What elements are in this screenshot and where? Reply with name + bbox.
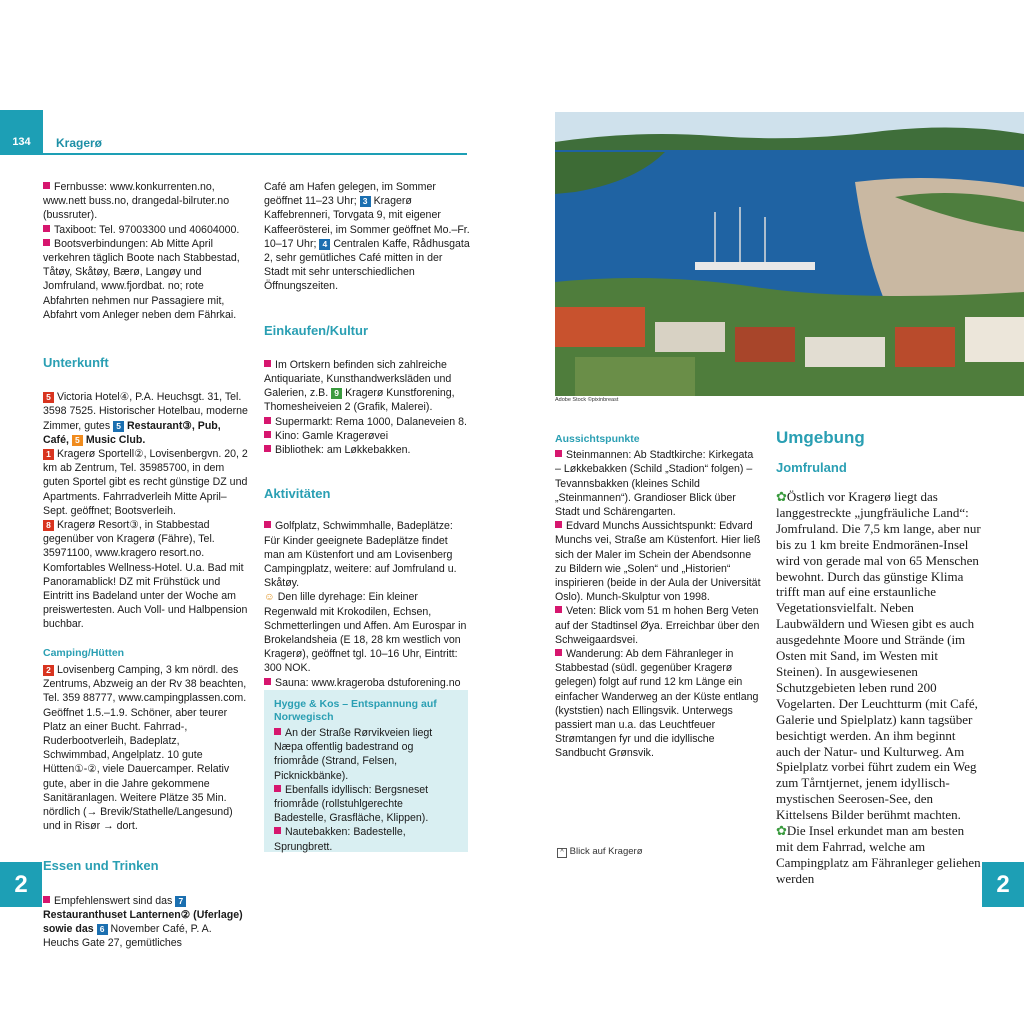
- heading-aktivitaeten: Aktivitäten: [264, 486, 331, 502]
- entry-essen: Empfehlenswert sind das 7 Restauranthuset Lanternen② (Uferlage) sowie das 6 November Café, P. A. Heuchs Gate 27, gemütliches: [43, 894, 243, 950]
- entry-veten: Veten: Blick vom 51 m hohen Berg Veten auf der Stadtinsel Øya. Erreichbar über den Schweigaardsvei.: [555, 605, 760, 646]
- left-column-2: [264, 180, 470, 690]
- page-tab-bar: [0, 110, 43, 130]
- child-icon: ☺: [264, 591, 275, 604]
- page-number: 134: [0, 130, 43, 155]
- entry-kino: Kino: Gamle Kragerøvei: [264, 429, 470, 443]
- bullet-icon: [43, 225, 50, 232]
- bullet-icon: [555, 450, 562, 457]
- entry-dyrehage: ☺ Den lille dyrehage: Ein kleiner Regenwald mit Krokodilen, Echsen, Schmetterlingen und Affen. Am Eurospar in Brokelandsheia (E 18, 28 km westlich von Kragerø), geöffnet tgl. 10–16 Uhr, Eintritt: 300 NOK.: [264, 591, 467, 675]
- bullet-icon: [264, 417, 271, 424]
- entry-resort: 8 Kragerø Resort③, in Stabbestad gegenüber von Kragerø (Fähre), Tel. 35971100, www.kragero resort.no. Komfortables Wellness-Hotel. U.a. Bad mit Panoramablick! DZ mit Frühstück und Eintritt ins Badeland unter der Woche am preiswertesten. Auch Voll- und Halbpension buchbar.: [43, 519, 248, 631]
- bullet-icon: [43, 182, 50, 189]
- bullet-icon: [264, 445, 271, 452]
- entry-sauna: Sauna: www.krageroba dstuforening.no: [264, 676, 470, 690]
- box-entry-naepa: An der Straße Rørvikveien liegt Næpa offentlig badestrand og friområde (Strand, Felsen, Picknickbänke).: [274, 727, 433, 782]
- heading-jomfruland: Jomfruland: [776, 460, 847, 475]
- entry-victoria: 5 Victoria Hotel④, P.A. Heuchsgt. 31, Tel. 3598 7525. Historischer Hotelbau, moderne Zimmer, gutes 5 Restaurant③, Pub, Café, 5 Music Club.: [43, 391, 248, 446]
- bullet-icon: [264, 678, 271, 685]
- entry-wanderung: Wanderung: Ab dem Fähranleger in Stabbestad (südl. gegenüber Kragerø gelegen) folgt auf rund 12 km Länge ein einfacher Wanderweg an der Küste entlang (kyststien) nach Ellingsvik. Unterwegs passiert man u.a. das Leuchtfeuer Strømtangen fyr und die idyllische Sandbucht Grønsvik.: [555, 648, 759, 760]
- box-entry-bergsneset: Ebenfalls idyllisch: Bergsneset friområde (rollstuhlgerechte Badestelle, Grasfläche, Klippen).: [274, 783, 429, 825]
- heading-camping: Camping/Hütten: [43, 646, 125, 659]
- heading-essen: Essen und Trinken: [43, 858, 159, 874]
- entry-bibliothek: Bibliothek: am Løkkebakken.: [264, 443, 470, 457]
- entry-antiquariate: Im Ortskern befinden sich zahlreiche Antiquariate, Kunsthandwerksläden und Galerien, z.B. 9 Kragerø Kunstforening, Thomesheiveien 2 (Grafik, Malerei).: [264, 358, 455, 414]
- arrow-up-icon: ^: [557, 848, 567, 858]
- info-box-hygge: [264, 690, 468, 852]
- heading-aussicht: Aussichtspunkte: [555, 433, 640, 445]
- harbor-illustration: [555, 112, 1024, 396]
- bullet-icon: [264, 431, 271, 438]
- photo-caption: ^ Blick auf Kragerø: [557, 846, 643, 858]
- right-column-2: [776, 428, 982, 887]
- photo-credit: Adobe Stock ©pixinbreast: [555, 397, 619, 403]
- leaf-icon: ✿: [776, 489, 787, 504]
- box-entry-nautebakken: Nautebakken: Badestelle, Sprungbrett.: [274, 826, 406, 853]
- entry-munch: Edvard Munchs Aussichtspunkt: Edvard Munchs vei, Straße am Küstenfort. Hier ließ sich der Maler im Schein der Abendsonne zu Bildern wie „Solen“ und „Historien“ inspirieren (beide in der Aula der Universität Oslo). Munch-Skulptur von 1998.: [555, 520, 761, 604]
- bullet-icon: [274, 827, 281, 834]
- entry-supermarkt: Supermarkt: Rema 1000, Dalaneveien 8.: [264, 415, 470, 429]
- running-title: Kragerø: [56, 136, 103, 150]
- bullet-icon: [43, 896, 50, 903]
- right-column-1: [555, 432, 761, 761]
- paragraph-taxiboot: Taxiboot: Tel. 97003300 und 40604000.: [43, 223, 249, 237]
- heading-unterkunft: Unterkunft: [43, 355, 109, 371]
- paragraph-boote: Bootsverbindungen: Ab Mitte April verkehren täglich Boote nach Stabbestad, Tåtøy, Skåtøy, Bærø, Langøy und Jomfruland, www.fjordbat. no; rote Abfahrten nehmen nur Passagiere mit, Abfahrt vom Anleger neben dem Fährkai.: [43, 237, 240, 321]
- bullet-icon: [43, 239, 50, 246]
- bullet-icon: [555, 606, 562, 613]
- box-title: Hygge & Kos – Entspannung auf Norwegisch: [274, 698, 437, 723]
- bullet-icon: [264, 521, 271, 528]
- left-column-1: [43, 180, 249, 950]
- bullet-icon: [274, 728, 281, 735]
- entry-cafe: Café am Hafen gelegen, im Sommer geöffnet 11–23 Uhr; 3 Kragerø Kaffebrenneri, Torvgata 9, mit eigener Kaffeerösterei, im Sommer geöffnet Mo.–Fr. 10–17 Uhr; 4 Centralen Kaffe, Rådhusgata 2, sehr gemütliches Café mitten in der Stadt mit sehr unterschiedlichen Öffnungszeiten.: [264, 181, 470, 293]
- entry-camping: 2 Lovisenberg Camping, 3 km nördl. des Zentrums, Abzweig an der Rv 38 beachten, Tel. 359 88777, www.campingplassen.com. Geöffnet 1.5.–1.9. Schöner, aber teurer Platz an einer Bucht. Fahrrad-, Ruderbootverleih, Badeplatz, Schwimmbad, Angelplatz. 10 gute Hütten①-②, viele Dauercamper. Relativ gute, aber in die Jahre gekommene Sanitäranlagen. Weitere Plätze 35 Min. nördlich (→ Brevik/Stathelle/Langesund) und in Risør → dort.: [43, 663, 247, 833]
- paragraph-fahrrad: ✿Die Insel erkundet man am besten mit dem Fahrrad, welche am Campingplatz am Fähranleger geliehen werden: [776, 823, 981, 886]
- entry-sportell: 1 Kragerø Sportell②, Lovisenbergvn. 20, 2 km ab Zentrum, Tel. 35985700, in dem guten Sportel gibt es recht günstige DZ und Apartments. Fahrradverleih Mitte April–Sept. geöffnet; Bootsverleih.: [43, 448, 248, 517]
- bullet-icon: [555, 521, 562, 528]
- entry-golf: Golfplatz, Schwimmhalle, Badeplätze: Für Kinder geeignete Badeplätze findet man am Küstenfort und am Lovisenberg Campingplatz, weitere: auf Jomfruland u. Skåtøy.: [264, 520, 457, 590]
- bullet-icon: [274, 785, 281, 792]
- bullet-icon: [264, 360, 271, 367]
- header-rule: [43, 153, 467, 155]
- chapter-tab-right: 2: [982, 862, 1024, 907]
- heading-umgebung: Umgebung: [776, 428, 865, 447]
- paragraph-fernbusse: Fernbusse: www.konkurrenten.no, www.nett buss.no, drangedal-bilruter.no (bussruter).: [43, 181, 230, 222]
- chapter-tab-left: 2: [0, 862, 42, 907]
- entry-steinmannen: Steinmannen: Ab Stadtkirche: Kirkegata – Løkkebakken (Schild „Stadion“ folgen) – Tevannsbakken (kleines Schild „Steinmannen“). Grandioser Blick über Stadt und Schärengarten.: [555, 449, 754, 519]
- harbor-photo: [555, 112, 1024, 396]
- bullet-icon: [555, 649, 562, 656]
- heading-einkaufen: Einkaufen/Kultur: [264, 322, 369, 338]
- paragraph-jomfruland: ✿Östlich vor Kragerø liegt das langgestreckte „jungfräuliche Land“: Jomfruland. Die 7,5 km lange, aber nur bis zu 1 km breite Endmoränen-Insel wird von gerade mal von 65 Menschen bewohnt. Durch das günstige Klima trifft man auf eine erstaunliche Vegetationsvielfalt. Neben Laubwäldern und Wiesen gibt es auch ausgedehnte Moore und Strände (im Osten mit Sand, im Westen mit Steinen). In ausgewiesenen Schutzgebieten leben rund 200 Vogelarten. Der Leuchtturm (mit Café, Galerie und Spielplatz) kann tagsüber besichtigt werden. An ihm beginnt auch der Natur- und Kulturweg. Am Spielplatz vorbei führt zudem ein Weg zum Tårntjernet, jenem idyllisch-mystischen Seerosen-See, den Kittelsens Bilder berühmt machten.: [776, 489, 981, 823]
- leaf-icon: ✿: [776, 823, 787, 839]
